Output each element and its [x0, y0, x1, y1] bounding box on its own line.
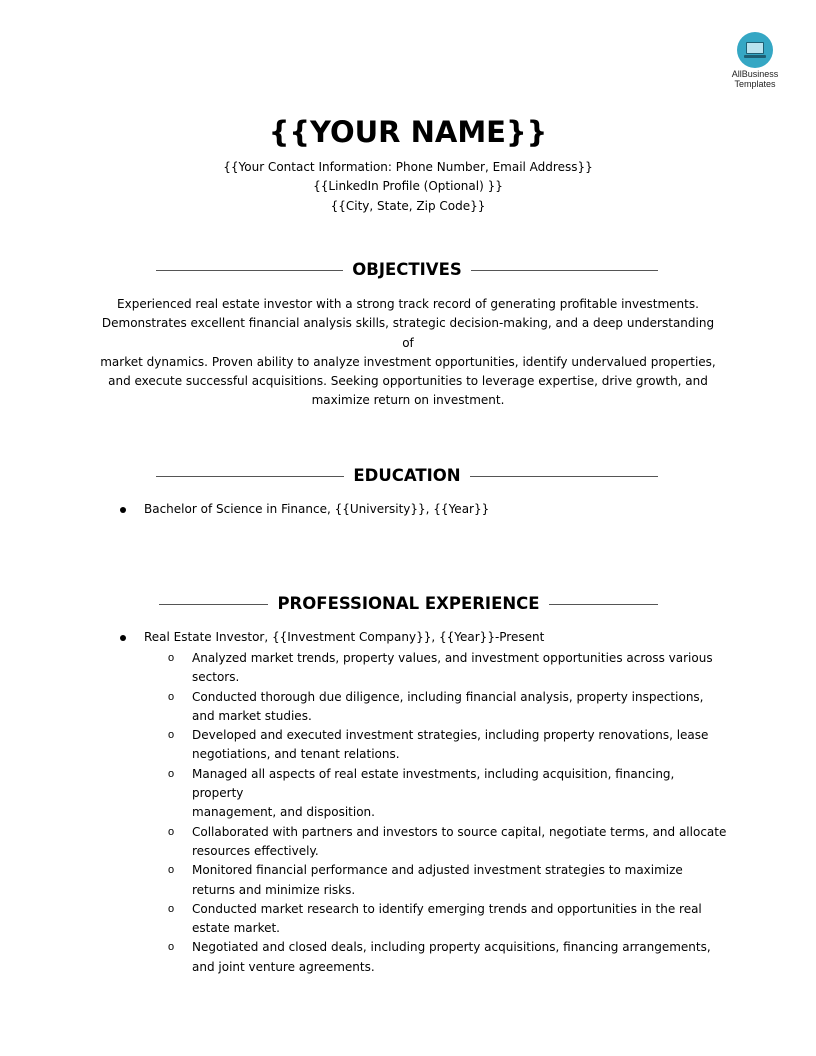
duty-item: o Conducted thorough due diligence, including financial analysis, property inspections, and market studies.: [168, 689, 704, 723]
duty-item: o Monitored financial performance and adjusted investment strategies to maximize returns and minimize risks.: [168, 863, 683, 897]
heading-rule-left: [156, 270, 343, 271]
logo-text: [724, 69, 786, 89]
circle-bullet-icon: o: [168, 864, 175, 877]
bullet-icon: [120, 507, 126, 513]
logo-line-1: AllBusiness: [731, 69, 779, 79]
bullet-icon: [120, 635, 126, 641]
section-title: EDUCATION: [353, 466, 461, 485]
objectives-line: market dynamics. Proven ability to analyze investment opportunities, identify undervalued properties,: [100, 354, 716, 369]
objectives-line: and execute successful acquisitions. Seeking opportunities to leverage expertise, drive growth, and: [108, 374, 708, 389]
objectives-paragraph: [96, 295, 720, 411]
objectives-heading: [156, 260, 658, 280]
resume-name: {{YOUR NAME}}: [268, 115, 548, 149]
section-title: OBJECTIVES: [352, 260, 462, 279]
heading-rule-left: [156, 476, 344, 477]
duty-item: o Negotiated and closed deals, including property acquisitions, financing arrangements, and joint venture agreements.: [168, 940, 711, 974]
circle-bullet-icon: o: [168, 902, 175, 915]
duties-list: [168, 649, 728, 977]
linkedin-line: {{LinkedIn Profile (Optional) }}: [313, 179, 503, 194]
duty-item: o Developed and executed investment strategies, including property renovations, lease negotiations, and tenant relations.: [168, 728, 709, 762]
circle-bullet-icon: o: [168, 690, 175, 703]
circle-bullet-icon: o: [168, 652, 175, 664]
duty-item: o Analyzed market trends, property values, and investment opportunities across various sectors.: [168, 651, 713, 685]
circle-bullet-icon: o: [168, 767, 175, 780]
education-heading: [156, 466, 658, 486]
duty-item: o Conducted market research to identify emerging trends and opportunities in the real estate market.: [168, 901, 702, 936]
duty-item: o Collaborated with partners and investors to source capital, negotiate terms, and allocate resources effectively.: [168, 824, 727, 858]
contact-line: {{Your Contact Information: Phone Number, Email Address}}: [223, 160, 593, 174]
allbusiness-logo: [724, 32, 786, 89]
education-item: Bachelor of Science in Finance, {{University}}, {{Year}}: [144, 502, 490, 516]
logo-line-2: Templates: [734, 79, 776, 89]
contact-block: [0, 158, 816, 216]
experience-heading: [159, 594, 658, 614]
laptop-icon: [737, 32, 773, 68]
section-title: PROFESSIONAL EXPERIENCE: [277, 594, 540, 613]
heading-rule-right: [470, 476, 658, 477]
duty-item: o Managed all aspects of real estate investments, including acquisition, financing, property management, and disposition.: [168, 766, 675, 820]
circle-bullet-icon: o: [168, 729, 175, 742]
heading-rule-left: [159, 604, 268, 605]
heading-rule-right: [549, 604, 658, 605]
objectives-line: Demonstrates excellent financial analysis skills, strategic decision-making, and a deep understanding of: [101, 316, 715, 350]
objectives-line: maximize return on investment.: [311, 393, 505, 408]
heading-rule-right: [471, 270, 658, 271]
job-title: Real Estate Investor, {{Investment Company}}, {{Year}}-Present: [144, 630, 545, 644]
circle-bullet-icon: o: [168, 941, 175, 954]
objectives-line: Experienced real estate investor with a strong track record of generating profitable investments.: [117, 297, 699, 311]
circle-bullet-icon: o: [168, 825, 175, 838]
location-line: {{City, State, Zip Code}}: [330, 198, 486, 213]
